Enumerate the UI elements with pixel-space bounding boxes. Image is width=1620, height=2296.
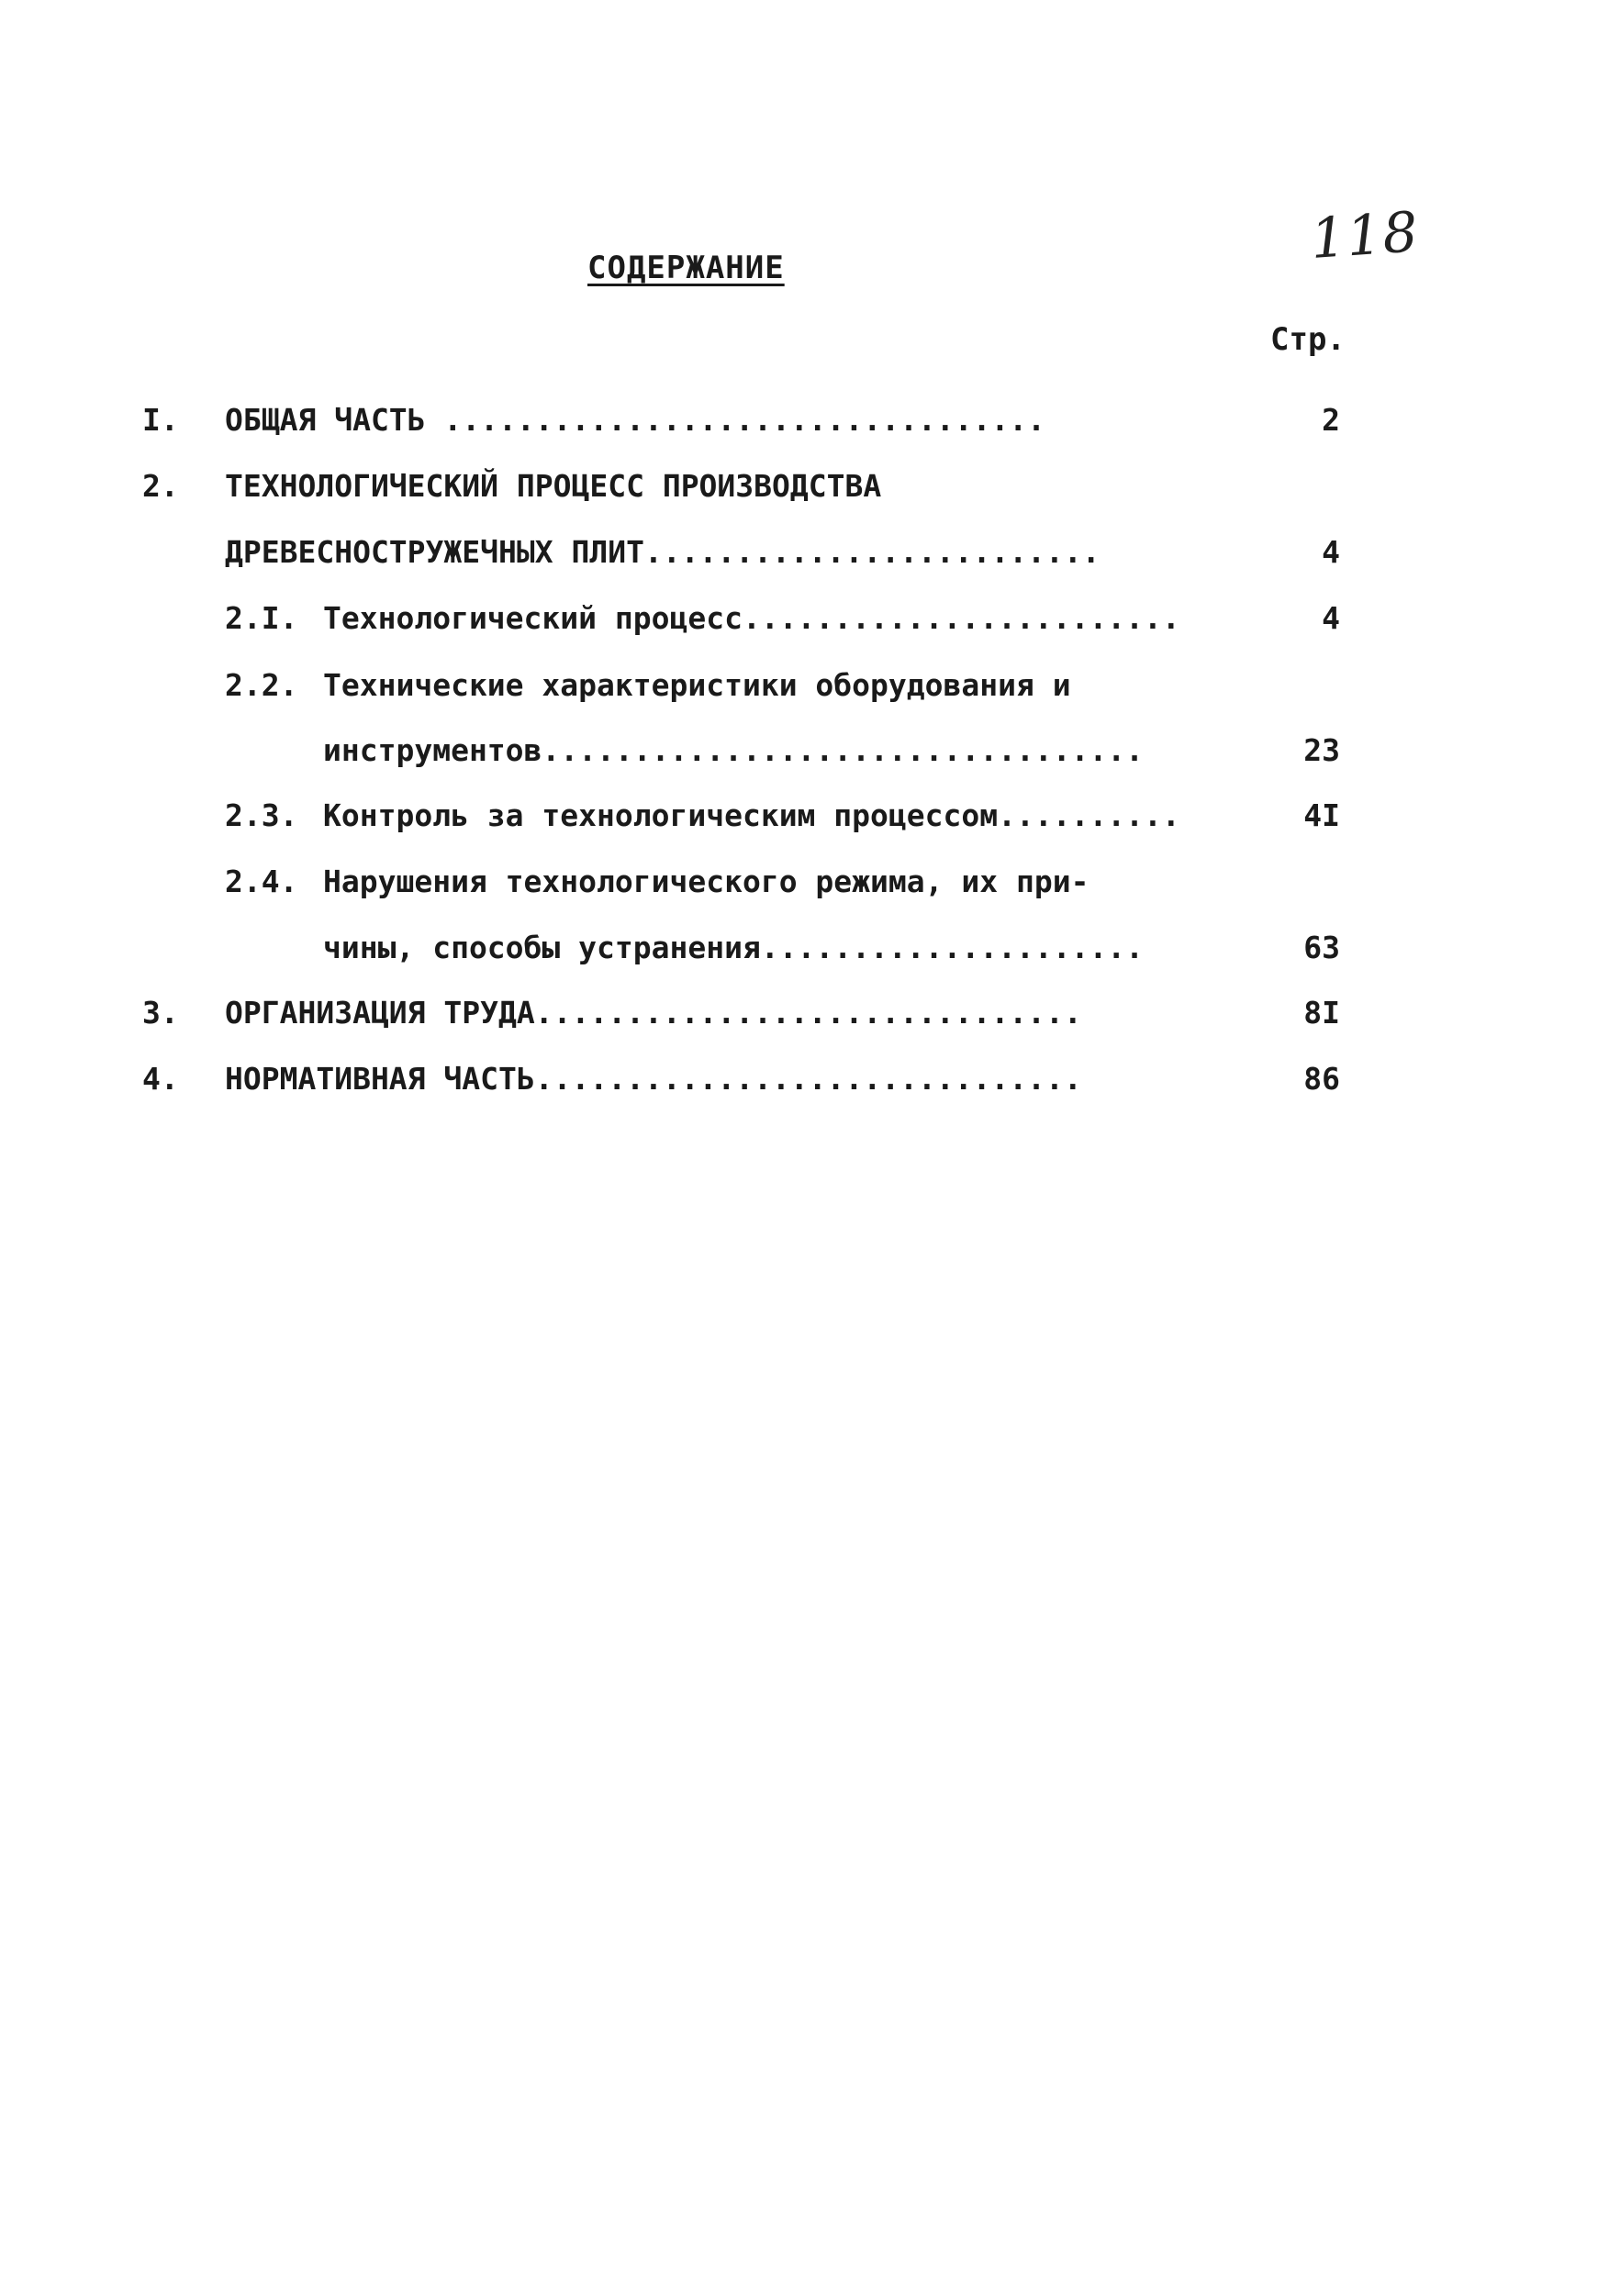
- toc-entry-page: 4I: [1303, 797, 1340, 833]
- toc-entry-page: 23: [1303, 732, 1340, 768]
- toc-entry: [0, 402, 1620, 439]
- toc-entry-page: 4: [1322, 600, 1340, 636]
- toc-entry-number: 2.: [142, 468, 179, 504]
- toc-entry-number: 2.3.: [225, 797, 298, 833]
- toc-entry-page: 63: [1303, 930, 1340, 965]
- page-title: СОДЕРЖАНИЕ: [587, 250, 785, 286]
- toc-entry-page: 4: [1322, 534, 1340, 570]
- toc-entry-title: Нарушения технологического режима, их при-: [323, 864, 1089, 899]
- toc-entry: [0, 1061, 1620, 1098]
- toc-entry-title: Технические характеристики оборудования и: [323, 667, 1071, 703]
- toc-entry: [0, 995, 1620, 1031]
- toc-subentry-continuation: [0, 732, 1620, 769]
- toc-entry-number: I.: [142, 402, 179, 438]
- toc-entry-title: Контроль за технологическим процессом..........: [323, 797, 1180, 833]
- toc-entry-number: 2.2.: [225, 667, 298, 703]
- toc-entry-number: 2.4.: [225, 864, 298, 899]
- toc-subentry: [0, 667, 1620, 704]
- toc-entry-title: чины, способы устранения.....................: [323, 930, 1145, 965]
- page-column-label: Стр.: [1270, 321, 1346, 358]
- toc-entry-title: инструментов.................................: [323, 732, 1145, 768]
- toc-entry-title: НОРМАТИВНАЯ ЧАСТЬ..............................: [225, 1061, 1082, 1097]
- toc-subentry-continuation: [0, 930, 1620, 966]
- toc-entry-title: ДРЕВЕСНОСТРУЖЕЧНЫХ ПЛИТ.........................: [225, 534, 1100, 570]
- toc-subentry: [0, 864, 1620, 900]
- toc-entry-continuation: [0, 534, 1620, 571]
- toc-entry-page: 86: [1303, 1061, 1340, 1097]
- toc-entry-page: 2: [1322, 402, 1340, 438]
- toc-entry-title: ТЕХНОЛОГИЧЕСКИЙ ПРОЦЕСС ПРОИЗВОДСТВА: [225, 468, 882, 504]
- toc-subentry: [0, 600, 1620, 637]
- handwritten-page-number: 118: [1308, 199, 1421, 273]
- toc-entry-title: ОРГАНИЗАЦИЯ ТРУДА..............................: [225, 995, 1082, 1031]
- toc-entry-number: 2.I.: [225, 600, 298, 636]
- toc-entry-title: ОБЩАЯ ЧАСТЬ .................................: [225, 402, 1046, 438]
- toc-entry: [0, 468, 1620, 505]
- toc-entry-number: 4.: [142, 1061, 179, 1097]
- toc-entry-title: Технологический процесс........................: [323, 600, 1180, 636]
- toc-entry-page: 8I: [1303, 995, 1340, 1031]
- toc-subentry: [0, 797, 1620, 834]
- toc-entry-number: 3.: [142, 995, 179, 1031]
